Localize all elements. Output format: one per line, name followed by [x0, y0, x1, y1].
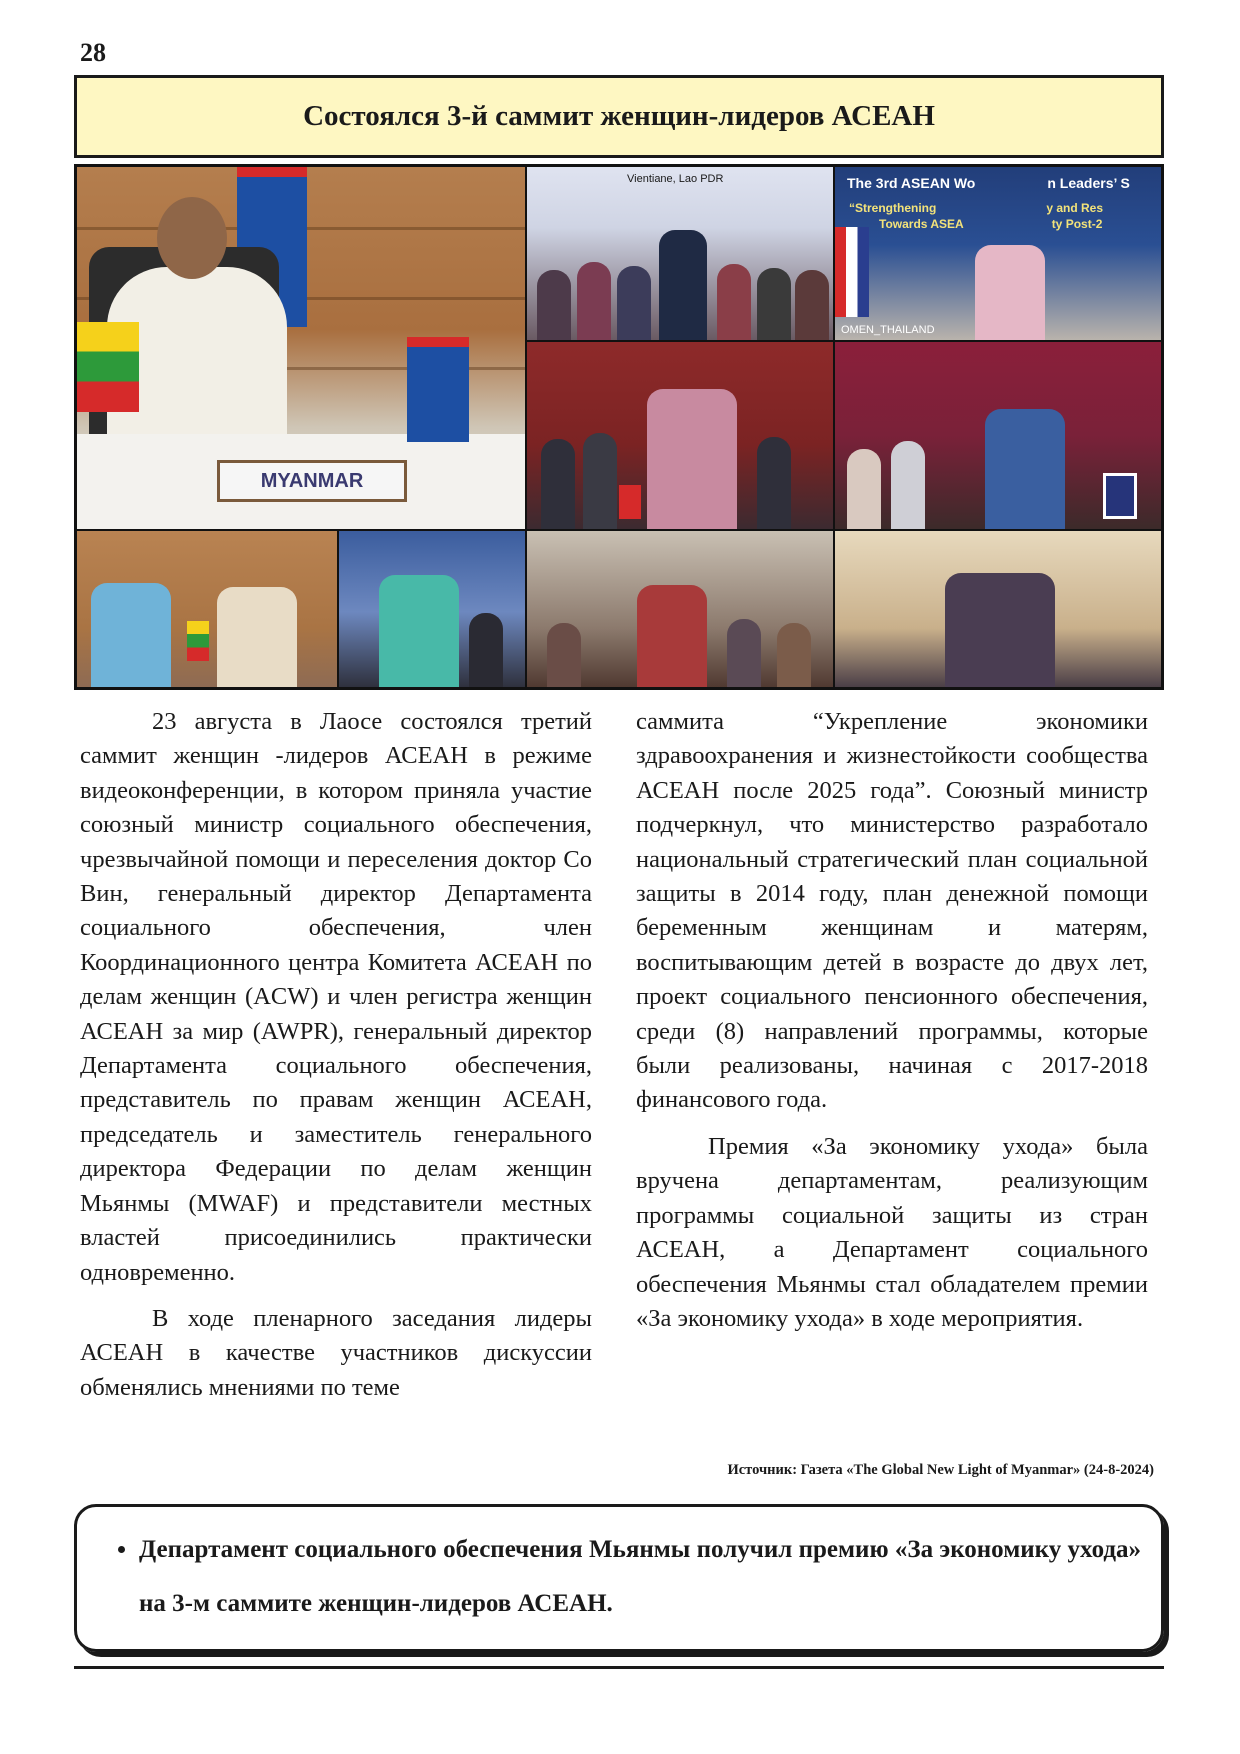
- photo-collage: [74, 164, 1164, 690]
- uk-flag-icon: [1103, 473, 1137, 519]
- photo-thailand-screen: [835, 167, 1161, 340]
- screen-title-part: n Leaders’ S: [1047, 175, 1130, 191]
- speaker: [647, 389, 737, 529]
- article-right-column: [636, 705, 1148, 1348]
- official: [91, 583, 171, 690]
- summary-box: [74, 1504, 1164, 1652]
- participant: [777, 623, 811, 690]
- myanmar-flag-icon: [187, 621, 209, 661]
- bottom-rule: [74, 1666, 1164, 1669]
- participant: [577, 262, 611, 340]
- speaker: [985, 409, 1065, 529]
- article-paragraph: В ходе пленарного заседания лидеры АСЕАН в качестве участников дискуссии обменялись мнениями по теме: [80, 1304, 592, 1401]
- myanmar-flag-icon: [77, 322, 139, 412]
- screen-title-part: The 3rd ASEAN Wo: [847, 175, 976, 191]
- participant: [547, 623, 581, 690]
- photo-canada-delegation: [527, 342, 833, 529]
- summary-list: [125, 1523, 1141, 1631]
- nameplate: [217, 460, 407, 502]
- location-caption: Vientiane, Lao PDR: [627, 173, 724, 185]
- article-paragraph: саммита “Укрепление экономики здравоохранения и жизнестойкости сообщества АСЕАН после 2025 года”. Союзный министр подчеркнул, что министерство разработало национальный стратегический план социальной защиты в 2014 году, план денежной помощи беременным женщинам и матерям, воспитывающим детей в возрасте до двух лет, проект социального пенсионного обеспечения, среди (8) направлений программы, которые были реализованы, начиная с 2017-2018 финансового года.: [636, 708, 1148, 1114]
- screen-title: [847, 175, 1130, 191]
- delegate-head: [157, 197, 227, 279]
- participant: [717, 264, 751, 340]
- screen-subtitle-part: ty Post-2: [1051, 217, 1103, 231]
- participant: [847, 449, 881, 529]
- participant: [469, 613, 503, 690]
- summary-bullet: • Департамент социального обеспечения Мьянмы получил премию «За экономику ухода» на 3-м саммите женщин-лидеров АСЕАН.: [139, 1523, 1141, 1631]
- article-paragraph: Премия «За экономику ухода» была вручена департаментам, реализующим программы социальной защиты из стран АСЕАН, а Департамент социального обеспечения Мьянмы стал обладателем премии «За экономику ухода» в ходе мероприятия.: [636, 1132, 1148, 1332]
- screen-label: OMEN_THAILAND: [841, 324, 935, 336]
- participant: [537, 270, 571, 340]
- screen-subtitle: [879, 217, 1102, 231]
- speaker: [637, 585, 707, 690]
- participant: [583, 433, 617, 529]
- speaker: [379, 575, 459, 690]
- participant: [659, 230, 707, 340]
- photo-myanmar-officials: [77, 531, 337, 690]
- participant: [757, 268, 791, 340]
- photo-vientiane: [527, 167, 833, 340]
- page-number: 28: [80, 38, 106, 67]
- photo-plenary-hall: [527, 531, 833, 690]
- article-left-column: [80, 705, 592, 1417]
- source-citation: Источник: Газета «The Global New Light of Myanmar» (24-8-2024): [727, 1462, 1154, 1478]
- screen-subtitle: [849, 201, 1103, 215]
- screen-subtitle-part: Towards ASEA: [879, 217, 964, 231]
- speaker: [945, 573, 1055, 690]
- photo-video-speaker: [835, 531, 1161, 690]
- participant: [727, 619, 761, 690]
- screen-subtitle-part: “Strengthening: [849, 201, 937, 215]
- photo-speaker-podium: [339, 531, 525, 690]
- nameplate-text: MYANMAR: [260, 469, 364, 492]
- article-paragraph: 23 августа в Лаосе состоялся третий саммит женщин -лидеров АСЕАН в режиме видеоконференции, в котором приняла участие союзный министр социального обеспечения, чрезвычайной помощи и переселения доктор Со Вин, генеральный директор Департамента социального обеспечения, член Координационного центра Комитета АСЕАН по делам женщин (ACW) и член регистра женщин АСЕАН за мир (AWPR), генеральный директор Департамента социального обеспечения, представитель по правам женщин АСЕАН, председатель и заместитель генерального директора Федерации по делам женщин Мьянмы (MWAF) и представители местных властей присоединились практически одновременно.: [80, 708, 592, 1286]
- asean-flag-icon: [407, 337, 469, 442]
- photo-myanmar-delegate: [77, 167, 525, 529]
- photo-uk-delegation: [835, 342, 1161, 529]
- screen-subtitle-part: y and Res: [1046, 201, 1104, 215]
- thai-flag-icon: [835, 227, 869, 317]
- article-title-box: [74, 75, 1164, 158]
- canada-flag-icon: [619, 485, 641, 519]
- official: [217, 587, 297, 690]
- speaker: [975, 245, 1045, 340]
- participant: [891, 441, 925, 529]
- participant: [757, 437, 791, 529]
- participant: [617, 266, 651, 340]
- article-title: Состоялся 3-й саммит женщин-лидеров АСЕАН: [303, 100, 935, 132]
- participant: [795, 270, 829, 340]
- participant: [541, 439, 575, 529]
